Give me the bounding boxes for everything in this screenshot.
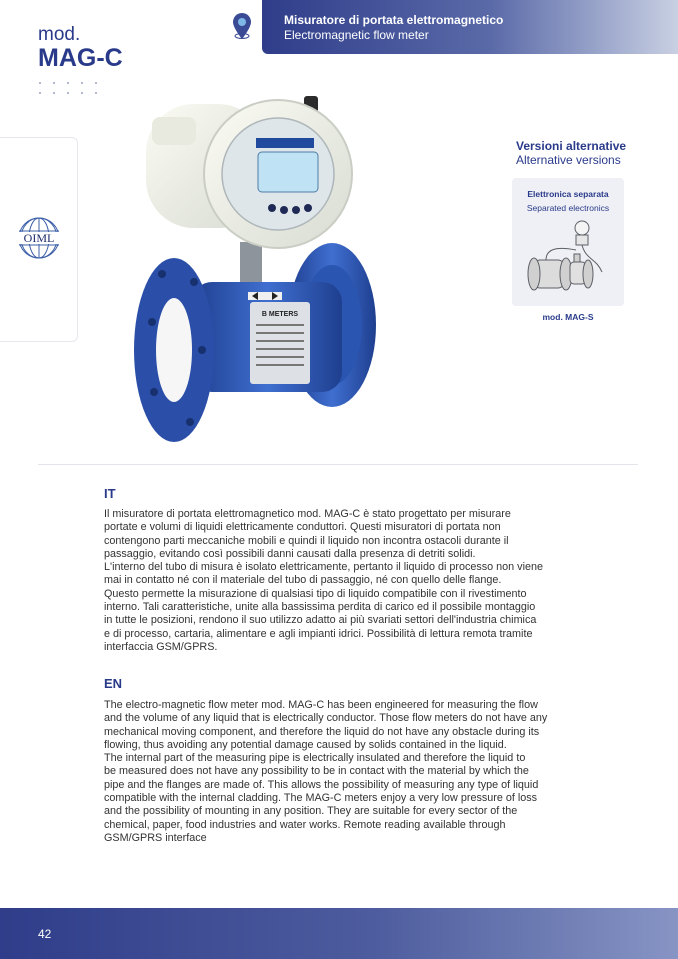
alt-card-title-en: Separated electronics — [526, 203, 610, 213]
header-banner — [262, 0, 678, 54]
nameplate-brand: B METERS — [261, 311, 299, 318]
description-it: Il misuratore di portata elettromagnetico mod. MAG-C è stato progettato per misurare portate e volumi di liquidi elettricamente conduttori. Questi misuratori di portata non contengono parti meccaniche mobili e quindi il liquido non incontra ostacoli durante il passaggio, evitando così possibili danni causati dalla presenza di detriti solidi. L'interno del tubo di misura è isolato elettricamente, pertanto il liquido di processo non viene mai in contatto né con il materiale del tubo di passaggio, né con quello delle flange. Questo permette la misurazione di qualsiasi tipo di liquido compatibile con il rivestimento interno. Tali caratteristiche, unite alla bassissima perdita di carico ed il possibile montaggio in tutte le posizioni, rendono il suo utilizzo adatto ai più svariati settori dell'industria chimica e di processo, cartaria, alimentare e agli impianti idrici. Possibilità di lettura remota tramite interfaccia GSM/GPRS. — [104, 508, 543, 653]
separated-electronics-image — [526, 220, 610, 302]
oiml-logo — [12, 214, 66, 262]
location-pin-icon — [232, 12, 252, 40]
header-title-en: Electromagnetic flow meter — [284, 28, 429, 42]
section-divider — [38, 464, 638, 465]
decorative-dots — [38, 80, 108, 96]
alternative-version-card — [512, 178, 624, 306]
section-heading-en: EN — [104, 676, 123, 691]
alt-card-title-it: Elettronica separata — [527, 189, 609, 199]
description-en: The electro-magnetic flow meter mod. MAG-C has been engineered for measuring the flow and the volume of any liquid that is electrically conductor. Those flow meters do not have any mechanical moving component, and therefore the liquid do not have any obstacle during its flowing, thus avoiding any potential damage caused by solids contained in the liquid. The internal part of the measuring pipe is electrically insulated and therefore the liquid to be measured does not have any possibility to be in contact with the material by which the pipe and the flanges are made of. This allows the possibility of measuring any type of liquid compatible with the internal cladding. The MAG-C meters enjoy a very low pressure of loss and the possibility of mounting in any position. They are suitable for every sector of the chemical, paper, food industries and water works. Remote reading available through GSM/GPRS interface — [104, 699, 548, 844]
oiml-logo-text: OIML — [23, 231, 55, 245]
alternative-versions-title-it: Versioni alternative — [516, 139, 627, 153]
model-prefix: mod. — [38, 24, 81, 45]
alt-card-caption: mod. MAG-S — [542, 312, 594, 322]
footer-bar — [0, 908, 678, 959]
header-title-it: Misuratore di portata elettromagnetico — [284, 13, 504, 27]
model-name: MAG-C — [38, 44, 123, 72]
flow-meter-image — [132, 92, 387, 450]
alternative-versions-title-en: Alternative versions — [516, 153, 621, 167]
page-number: 42 — [38, 927, 52, 941]
section-heading-it: IT — [104, 486, 116, 501]
